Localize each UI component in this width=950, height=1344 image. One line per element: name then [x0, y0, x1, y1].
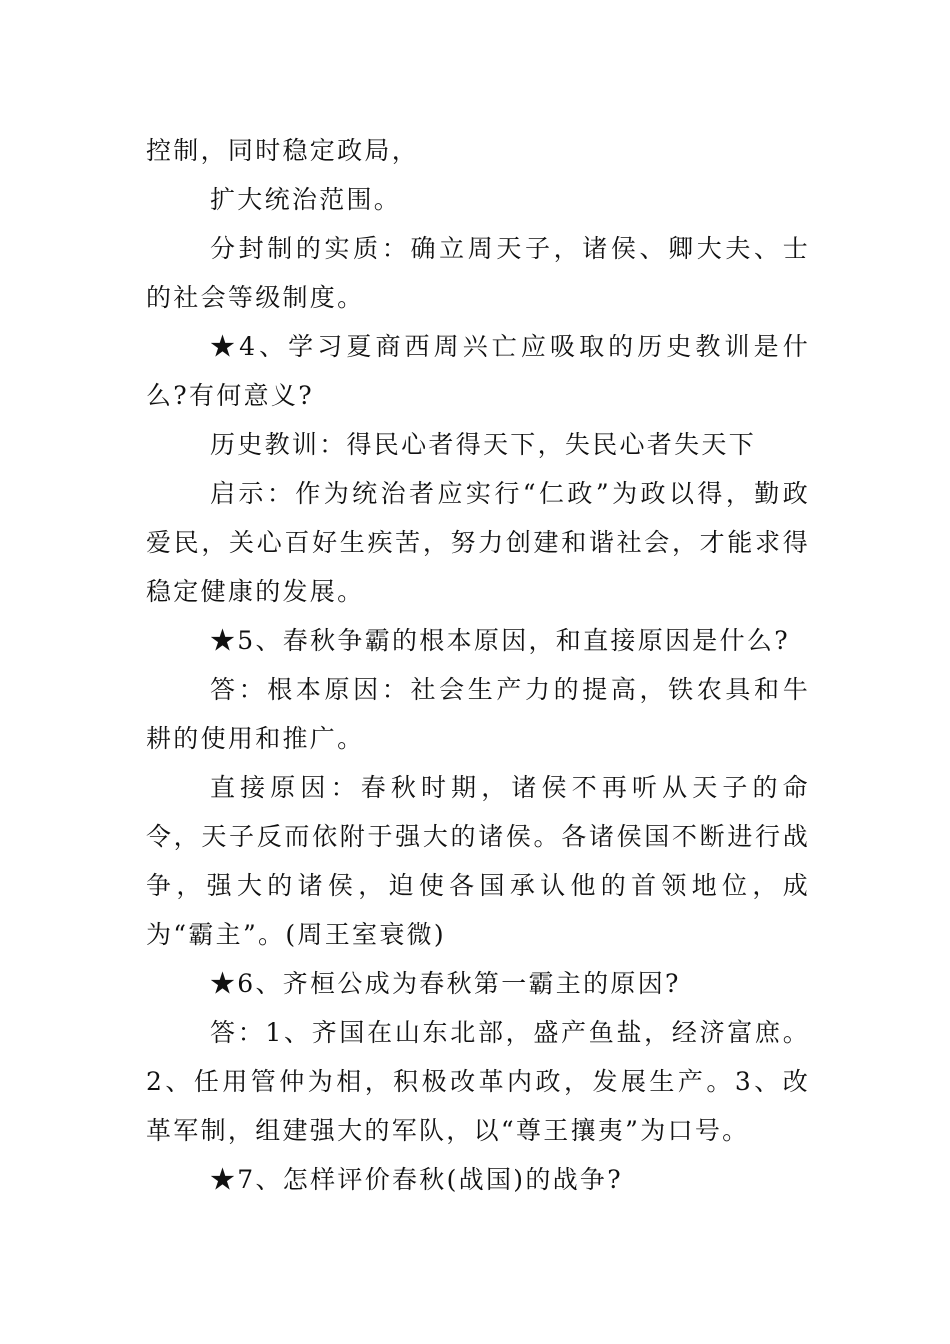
- paragraph-9: 直接原因：春秋时期，诸侯不再听从天子的命令，天子反而依附于强大的诸侯。各诸侯国不断进行战争，强大的诸侯，迫使各国承认他的首领地位，成为“霸主”。(周王室衰微): [146, 773, 810, 949]
- question-7: ★7、怎样评价春秋(战国)的战争?: [210, 1165, 623, 1194]
- question-4: ★4、学习夏商西周兴亡应吸取的历史教训是什么?有何意义?: [146, 332, 810, 410]
- paragraph-3: 分封制的实质：确立周天子，诸侯、卿大夫、士的社会等级制度。: [146, 234, 810, 312]
- question-5: ★5、春秋争霸的根本原因，和直接原因是什么?: [210, 626, 790, 655]
- question-6: ★6、齐桓公成为春秋第一霸主的原因?: [210, 969, 681, 998]
- paragraph-5: 历史教训：得民心者得天下，失民心者失天下: [210, 430, 757, 459]
- paragraph-2: 扩大统治范围。: [210, 185, 402, 214]
- document-body: [146, 126, 810, 1204]
- paragraph-8: 答：根本原因：社会生产力的提高，铁农具和牛耕的使用和推广。: [146, 675, 810, 753]
- paragraph-1: 控制，同时稳定政局，: [146, 136, 420, 165]
- paragraph-6: 启示：作为统治者应实行“仁政”为政以得，勤政爱民，关心百好生疾苦，努力创建和谐社会，才能求得稳定健康的发展。: [146, 479, 810, 606]
- paragraph-11: 答：1、齐国在山东北部，盛产鱼盐，经济富庶。2、任用管仲为相，积极改革内政，发展生产。3、改革军制，组建强大的军队，以“尊王攘夷”为口号。: [146, 1018, 810, 1145]
